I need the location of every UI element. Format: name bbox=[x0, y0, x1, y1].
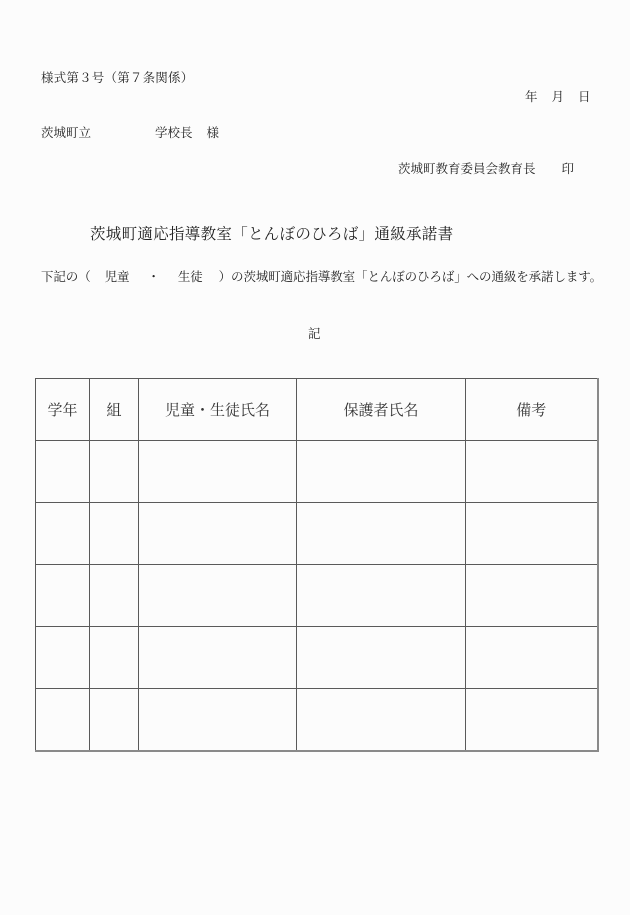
header-guardian-name: 保護者氏名 bbox=[297, 379, 466, 441]
cell-remarks[interactable] bbox=[466, 627, 598, 689]
cell-guardian-name[interactable] bbox=[297, 441, 466, 503]
header-class: 組 bbox=[90, 379, 139, 441]
option-jido: 児童 bbox=[104, 269, 130, 284]
table-row bbox=[36, 565, 598, 627]
cell-student-name[interactable] bbox=[139, 689, 297, 752]
seal-mark: 印 bbox=[561, 161, 575, 176]
date-line bbox=[525, 87, 591, 105]
cell-remarks[interactable] bbox=[466, 689, 598, 752]
date-year-label: 年 bbox=[525, 89, 538, 104]
cell-grade[interactable] bbox=[36, 441, 90, 503]
cell-grade[interactable] bbox=[36, 689, 90, 752]
option-seito: 生徒 bbox=[177, 269, 203, 284]
sender-name: 茨城町教育委員会教育長 bbox=[398, 161, 536, 176]
cell-student-name[interactable] bbox=[139, 627, 297, 689]
header-grade: 学年 bbox=[36, 379, 90, 441]
addressee-suffix: 学校長 bbox=[155, 125, 193, 140]
date-month-label: 月 bbox=[551, 89, 565, 104]
date-day-label: 日 bbox=[578, 89, 591, 104]
header-remarks: 備考 bbox=[466, 379, 598, 441]
addressee-honorific: 様 bbox=[206, 125, 220, 140]
header-student-name: 児童・生徒氏名 bbox=[139, 379, 297, 441]
document-title: 茨城町適応指導教室「とんぼのひろば」通級承諾書 bbox=[90, 225, 454, 243]
statement-suffix: ）の茨城町適応指導教室「とんぼのひろば」への通級を承諾します。 bbox=[218, 269, 603, 284]
table-row bbox=[36, 441, 598, 503]
cell-student-name[interactable] bbox=[139, 441, 297, 503]
cell-class[interactable] bbox=[90, 689, 139, 752]
table-header-row bbox=[36, 379, 598, 441]
cell-student-name[interactable] bbox=[139, 503, 297, 565]
form-number: 様式第３号（第７条関係） bbox=[41, 70, 194, 85]
addressee-prefix: 茨城町立 bbox=[41, 125, 92, 140]
cell-guardian-name[interactable] bbox=[297, 689, 466, 752]
cell-remarks[interactable] bbox=[466, 441, 598, 503]
cell-guardian-name[interactable] bbox=[297, 565, 466, 627]
cell-student-name[interactable] bbox=[139, 565, 297, 627]
table-row bbox=[36, 627, 598, 689]
cell-remarks[interactable] bbox=[466, 565, 598, 627]
sender bbox=[398, 159, 574, 177]
table-row bbox=[36, 689, 598, 752]
cell-grade[interactable] bbox=[36, 565, 90, 627]
cell-grade[interactable] bbox=[36, 627, 90, 689]
option-separator: ・ bbox=[147, 269, 160, 284]
cell-class[interactable] bbox=[90, 627, 139, 689]
statement-prefix: 下記の（ bbox=[41, 269, 91, 284]
cell-guardian-name[interactable] bbox=[297, 627, 466, 689]
cell-guardian-name[interactable] bbox=[297, 503, 466, 565]
addressee bbox=[41, 123, 219, 141]
cell-class[interactable] bbox=[90, 503, 139, 565]
consent-statement bbox=[41, 267, 602, 285]
cell-remarks[interactable] bbox=[466, 503, 598, 565]
cell-class[interactable] bbox=[90, 565, 139, 627]
cell-class[interactable] bbox=[90, 441, 139, 503]
table-row bbox=[36, 503, 598, 565]
ki-label: 記 bbox=[308, 326, 321, 341]
student-table bbox=[35, 378, 599, 752]
cell-grade[interactable] bbox=[36, 503, 90, 565]
